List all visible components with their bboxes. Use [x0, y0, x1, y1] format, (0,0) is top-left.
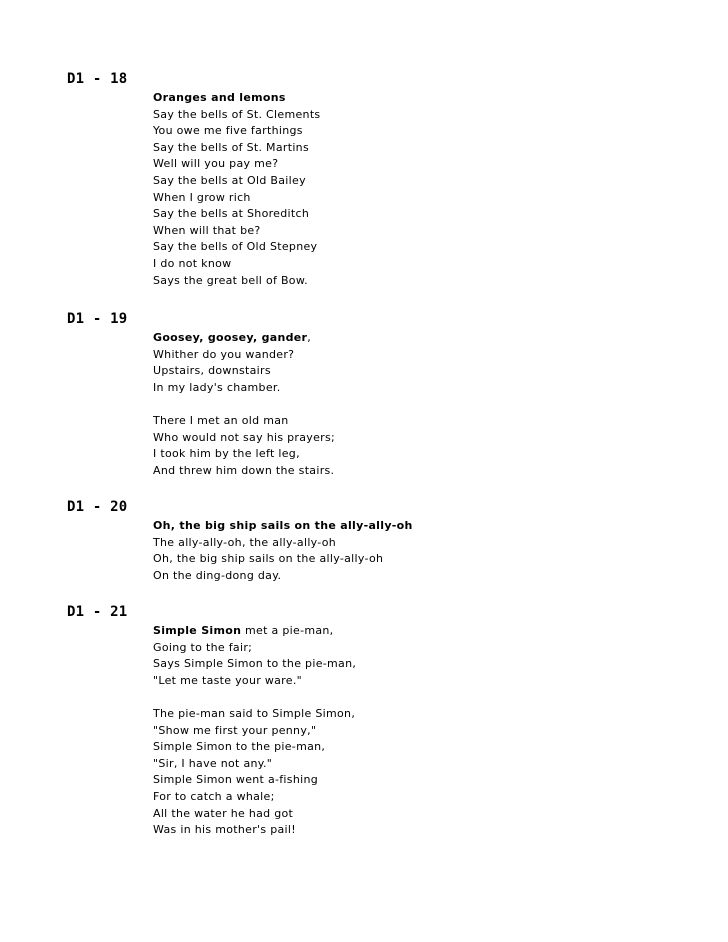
verse-text: Oh, the big ship sails on the ally-ally-oh [153, 552, 384, 566]
verse-text: , [307, 331, 312, 344]
verse-text: Simple Simon to the pie-man, [153, 740, 326, 754]
verse-line [153, 347, 335, 364]
verse-text: All the water he had got [153, 806, 294, 820]
verse-text: I took him by the left leg, [153, 447, 300, 461]
verse-line [153, 107, 320, 124]
verse-text: Say the bells of St. Martins [153, 140, 309, 154]
verse-line [153, 90, 320, 107]
verse-text: I do not know [153, 256, 232, 270]
verse-line [153, 463, 335, 480]
verse-line [153, 739, 356, 756]
verse-text: The pie-man said to Simple Simon, [153, 706, 356, 720]
verse-line [153, 123, 320, 140]
verse-line [153, 380, 335, 397]
verse-text: met a pie-man, [241, 624, 334, 637]
verse-line [153, 723, 356, 740]
section-label: D1 - 20 [67, 499, 128, 515]
verse-text: You owe me five farthings [153, 124, 303, 138]
verse-line [153, 273, 320, 290]
verse-text: "Sir, I have not any." [153, 756, 273, 770]
verse-line [153, 535, 413, 552]
verse-line [153, 190, 320, 207]
verse-line [153, 446, 335, 463]
verse-line [153, 330, 335, 347]
verse-text: "Let me taste your ware." [153, 673, 302, 687]
verse-line [153, 772, 356, 789]
verse-text: "Show me first your penny," [153, 723, 317, 737]
verse-text: Say the bells of Old Stepney [153, 240, 318, 254]
verse-line [153, 413, 335, 430]
verse-text: Going to the fair; [153, 640, 253, 654]
verse-text: On the ding-dong day. [153, 568, 282, 582]
verse-line [153, 551, 413, 568]
verse-text: Simple Simon went a-fishing [153, 773, 319, 787]
verse-line [153, 623, 356, 640]
verse-line [153, 673, 356, 690]
verse-text: Say the bells at Old Bailey [153, 173, 306, 187]
verse-text: Say the bells at Shoreditch [153, 207, 310, 221]
verse-text: And threw him down the stairs. [153, 463, 335, 477]
verse-line [153, 206, 320, 223]
rhyme-title: Oranges and lemons [153, 91, 286, 104]
verse-line [153, 822, 356, 839]
verse-line [153, 239, 320, 256]
verse-text: When will that be? [153, 223, 261, 237]
verse-text: When I grow rich [153, 190, 251, 204]
rhyme-title: Goosey, goosey, gander [153, 331, 308, 344]
verse-line [153, 223, 320, 240]
verse-text: Says the great bell of Bow. [153, 273, 308, 287]
verse-text: The ally-ally-oh, the ally-ally-oh [153, 535, 337, 549]
verse-text: Upstairs, downstairs [153, 364, 271, 378]
stanza-break [153, 689, 356, 706]
verse-line [153, 806, 356, 823]
verse-line [153, 256, 320, 273]
verse-text: There I met an old man [153, 413, 289, 427]
verse-text: For to catch a whale; [153, 789, 275, 803]
verse-text: In my lady's chamber. [153, 380, 281, 394]
verse-line [153, 430, 335, 447]
verse-line [153, 518, 413, 535]
verse-line [153, 363, 335, 380]
section-label: D1 - 18 [67, 71, 128, 87]
verse-text: Whither do you wander? [153, 347, 295, 361]
verse-line [153, 656, 356, 673]
verse-line [153, 756, 356, 773]
verse-line [153, 640, 356, 657]
verse [153, 330, 335, 479]
verse-line [153, 789, 356, 806]
verse-text: Who would not say his prayers; [153, 430, 336, 444]
verse-text: Says Simple Simon to the pie-man, [153, 657, 357, 671]
verse-line [153, 140, 320, 157]
verse [153, 623, 356, 839]
verse-line [153, 156, 320, 173]
verse-text: Well will you pay me? [153, 157, 279, 171]
verse [153, 90, 320, 289]
verse-text: Say the bells of St. Clements [153, 107, 321, 121]
rhyme-title: Simple Simon [153, 624, 242, 637]
rhyme-title: Oh, the big ship sails on the ally-ally-oh [153, 519, 413, 532]
stanza-break [153, 396, 335, 413]
verse-line [153, 568, 413, 585]
verse [153, 518, 413, 584]
section-label: D1 - 21 [67, 604, 128, 620]
verse-line [153, 173, 320, 190]
verse-line [153, 706, 356, 723]
verse-text: Was in his mother's pail! [153, 823, 296, 837]
section-label: D1 - 19 [67, 311, 128, 327]
